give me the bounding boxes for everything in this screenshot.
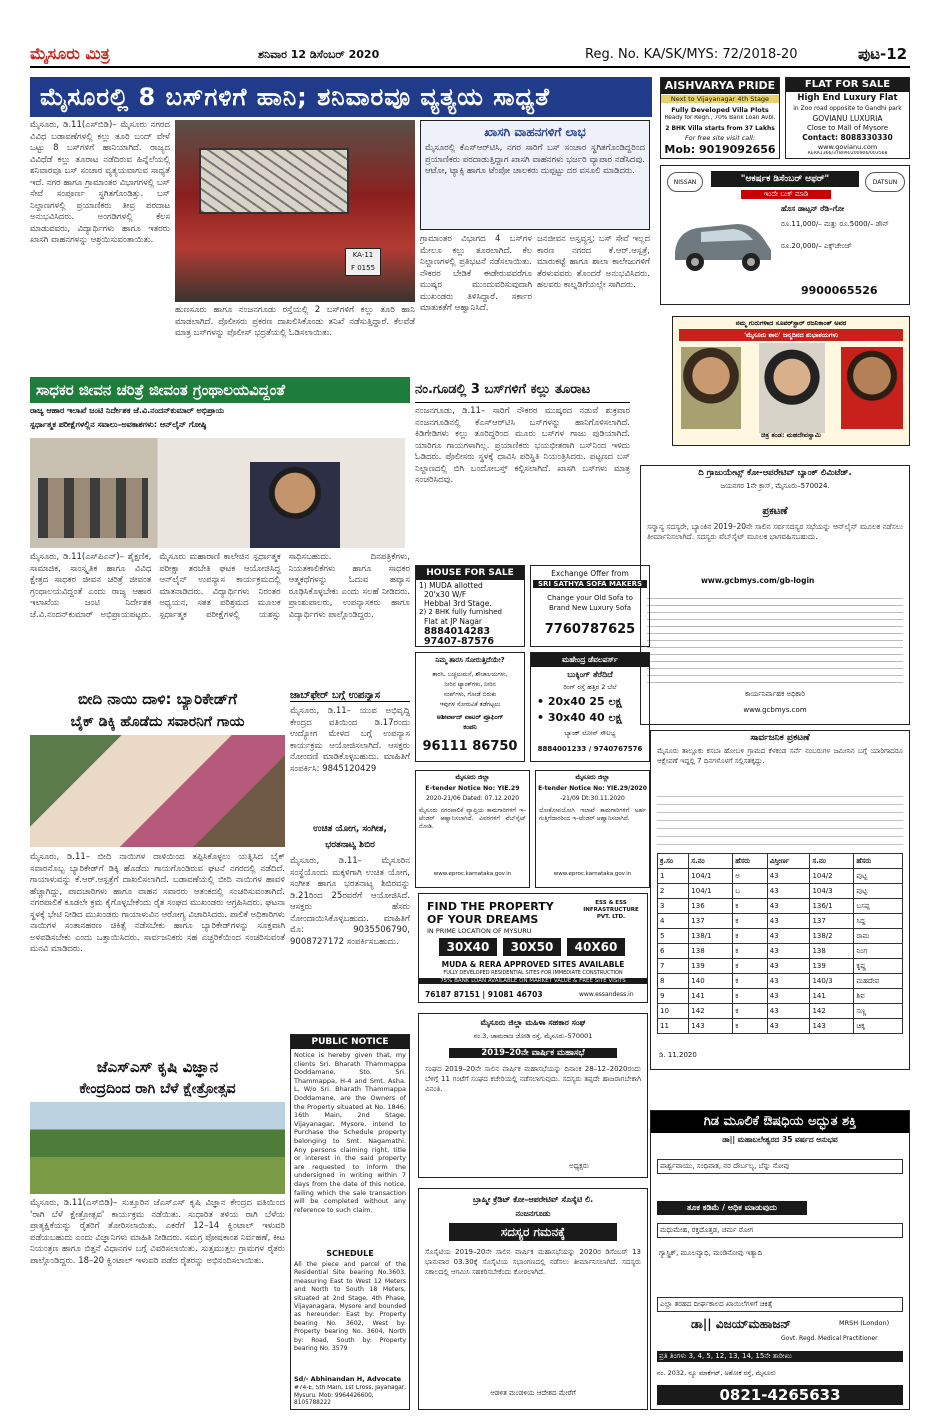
table-cell: 2: [658, 884, 689, 899]
table-cell: 43: [767, 899, 810, 914]
ayurveda-degree2: Govt. Regd. Medical Practitioner: [781, 1335, 878, 1342]
bank-heading: ಪ್ರಕಟಣೆ: [762, 506, 788, 517]
table-cell: 43: [767, 929, 810, 944]
table-cell: 6: [658, 944, 689, 959]
house-line3: Hebbal 3rd Stage.: [424, 599, 492, 608]
ayurveda-doctor: ಡಾ|| ವಿಜಯ್‌ಮಹಾಜನ್: [691, 1317, 791, 1331]
mahendra-line2: ರಿಂಗ್ ರಸ್ತೆ ಹತ್ತಿರ 2 ಬೆಲೆ: [563, 683, 617, 691]
flat-line2: GOVIANU LUXURIA: [812, 114, 883, 123]
table-cell: 137: [689, 914, 733, 929]
nissan-offer-title: "ಆಕರ್ಷಕ ಡಿಸೆಂಬರ್ ಆಫರ್": [711, 171, 859, 187]
mahendra-price1: • 20x40 25 ಲಕ್ಷ: [537, 695, 622, 708]
society1-footer: ಅಧ್ಯಕ್ಷರು: [569, 1162, 589, 1170]
flat-rera: RERA1366/378/PR/200906/003568: [807, 151, 888, 156]
table-cell: ಪುಟ್ಟ: [854, 869, 903, 884]
lead-body-col4: ಜನಜೀವನ ಅಸ್ತವ್ಯಸ್ತ: ಬಸ್ ಸೇವೆ ಇಲ್ಲದ ಕಾರಣ ನಗರದ ಕೆ.ಆರ್.ಆಸ್ಪತ್ರೆ, ಮಾರುಕಟ್ಟೆ ಹಾಗೂ ಶಾಲಾ ಕಾಲೇಜುಗಳಿಗೆ ತೆರಳುವವರು ತೊಂದರೆ ಅನುಭವಿಸಿದರು. ಹಲವರು ಕಾಲ್ನಡಿಗೆಯಲ್ಲೇ ಸಾಗಿದರು.: [537, 234, 650, 290]
nissan-offer-sub: ಇಂದೇ ಬುಕ್ ಮಾಡಿ: [741, 190, 831, 199]
sofa-line2: SRI SATHYA SOFA MAKERS: [533, 580, 647, 588]
dog-body: ಮೈಸೂರು, ಡಿ.11– ಬೀದಿ ನಾಯಿಗಳ ದಾಳಿಯಿಂದ ತಪ್ಪಿಸಿಕೊಳ್ಳಲು ಯತ್ನಿಸಿದ ಬೈಕ್ ಸವಾರನೊಬ್ಬ ಬ್ಯಾರಿಕೇಡ್‌ಗೆ ಡಿಕ್ಕಿ ಹೊಡೆದು ಗಾಯಗೊಂಡಿರುವ ಘಟನೆ ನಗರದಲ್ಲಿ ನಡೆದಿದೆ. ಗಾಯಾಳುವನ್ನು ಕೆ.ಆರ್.ಆಸ್ಪತ್ರೆಗೆ ದಾಖಲಿಸಲಾಗಿದೆ. ಬಡಾವಣೆಯಲ್ಲಿ ಬೀದಿ ನಾಯಿಗಳ ಹಾವಳಿ ಹೆಚ್ಚಾಗಿದ್ದು, ಪಾದಚಾರಿಗಳು ಹಾಗೂ ವಾಹನ ಸವಾರರು ಆತಂಕದಲ್ಲಿ ಸಂಚರಿಸುವಂತಾಗಿದೆ. ನಗರಪಾಲಿಕೆ ಕೂಡಲೇ ಕ್ರಮ ಕೈಗೊಳ್ಳಬೇಕೆಂದು ರೈತ ಸಂಘದ ಮುಖಂಡರು ಆಗ್ರಹಿಸಿದರು. ಘಟನಾ ಸ್ಥಳಕ್ಕೆ ಭೇಟಿ ನೀಡಿದ ಮುಖಂಡರು ಗಾಯಾಳುವಿನ ಆರೋಗ್ಯ ವಿಚಾರಿಸಿದರು. ಪಾಲಿಕೆ ಅಧಿಕಾರಿಗಳು ನಾಯಿಗಳ ಸಂತಾನಹರಣ ಚಿಕಿತ್ಸೆ ನಡೆಸಬೇಕು ಹಾಗೂ ಬ್ಯಾರಿಕೇಡ್‌ಗಳನ್ನು ಸೂಕ್ತವಾಗಿ ಅಳವಡಿಸಬೇಕು ಎಂದು ಒತ್ತಾಯಿಸಿದರು. ಸಾರ್ವಜನಿಕರು ಸಹ ಎಚ್ಚರಿಕೆಯಿಂದ ಸಂಚರಿಸುವಂತೆ ಮನವಿ ಮಾಡಿದರು.: [30, 852, 285, 954]
society2-heading: ಸದಸ್ಯರ ಗಮನಕ್ಕೆ: [449, 1223, 617, 1241]
portrait-left: [681, 347, 741, 429]
table-cell: 138/2: [810, 929, 854, 944]
table-cell: 140/3: [810, 974, 854, 989]
paper-name: ಮೈಸೂರು ಮಿತ್ರ: [30, 44, 110, 63]
film-ad-caption: ಚಿತ್ರ ತಂಡ: ಮಹದೇವಸ್ವಾಮಿ: [761, 431, 821, 439]
lead-headline: ಮೈಸೂರಲ್ಲಿ 8 ಬಸ್‌ಗಳಿಗೆ ಹಾನಿ; ಶನಿವಾರವೂ ವ್ಯತ್ಯಯ ಸಾಧ್ಯತೆ: [30, 77, 652, 117]
rajinikanth-birthday-ad: [672, 316, 910, 446]
table-cell: 138: [689, 944, 733, 959]
table-cell: 139: [689, 959, 733, 974]
etender2-org: ಮೈಸೂರು ಜಿಲ್ಲಾ: [575, 773, 610, 781]
table-cell: 1: [658, 869, 689, 884]
land-table-header: ಸ.ನಂ: [689, 854, 733, 869]
etender2-body: ಲೋಕೋಪಯೋಗಿ ಇಲಾಖೆ ಕಾಮಗಾರಿಗಳಿಗೆ ಅರ್ಹ ಗುತ್ತಿಗೆದಾರರಿಂದ ಇ–ಟೆಂಡರ್ ಆಹ್ವಾನಿಸಲಾಗಿದೆ.: [539, 807, 646, 822]
waterproof-line5: ಅಶೀರ್ವಾದ್ ವಾಟರ್ ಪ್ರೂಫಿಂಗ್: [436, 713, 504, 721]
jobs-headline: ಜಾಬ್‌ಫೇರ್ ಬಗ್ಗೆ ಉಪನ್ಯಾಸ: [290, 690, 410, 702]
table-cell: 43: [767, 869, 810, 884]
page-number: ಪುಟ-12: [858, 45, 908, 63]
ayurveda-degree: MRSH (London): [839, 1319, 890, 1327]
table-cell: 138: [810, 944, 854, 959]
portrait-right: [841, 347, 903, 429]
land-notice-date: ಡಿ. 11.2020: [659, 1051, 697, 1059]
table-cell: 4: [658, 914, 689, 929]
table-cell: 3: [658, 899, 689, 914]
land-table-header: ವಿಸ್ತೀರ್ಣ: [767, 854, 810, 869]
nanjangud-body: ನಂಜನಗೂಡು, ಡಿ.11– ಸಾರಿಗೆ ನೌಕರರ ಮುಷ್ಕರದ ನಡುವೆ ಶುಕ್ರವಾರ ನಂಜನಗೂಡಿನಲ್ಲಿ ಕೆಎಸ್‌ಆರ್‌ಟಿಸಿ ಬಸ್‌ಗಳನ್ನು ಹಾನಿಗೊಳಿಸಲಾಗಿದೆ. ಕಿಡಿಗೇಡಿಗಳು ಕಲ್ಲು ತೂರಿದ್ದರಿಂದ ಮೂರು ಬಸ್‌ಗಳ ಗಾಜು ಪುಡಿಯಾಗಿದೆ. ಯಾರಿಗೂ ಗಾಯಗಳಾಗಿಲ್ಲ. ಪ್ರಯಾಣಿಕರು ಭಯಭೀತರಾಗಿ ಬಸ್‌ನಿಂದ ಇಳಿದು ಓಡಿದರು. ಪೊಲೀಸರು ಸ್ಥಳಕ್ಕೆ ಧಾವಿಸಿ ಪರಿಸ್ಥಿತಿ ನಿಯಂತ್ರಿಸಿದರು. ಪಟ್ಟಣದ ಬಸ್ ನಿಲ್ದಾಣದಲ್ಲಿ ಬಿಗಿ ಬಂದೋಬಸ್ತ್ ಕಲ್ಪಿಸಲಾಗಿದೆ. ಖಾಸಗಿ ಬಸ್‌ಗಳು ಮಾತ್ರ ಸಂಚರಿಸಿದವು.: [415, 406, 630, 485]
table-row: [658, 1019, 903, 1034]
etender-notice-2: [535, 770, 650, 888]
property-line5: FULLY DEVELOPED RESIDENTIAL SITES FOR IMMEDIATE CONSTRUCTION: [443, 970, 623, 976]
sofa-exchange-ad: [530, 565, 650, 647]
sofa-phone: 7760787625: [544, 622, 636, 637]
table-cell: ಸಣ್ಣ: [854, 1004, 903, 1019]
table-cell: ಅ: [733, 869, 768, 884]
property-line4: MUDA & RERA APPROVED SITES AVAILABLE: [441, 960, 625, 969]
table-cell: ಕ: [733, 899, 768, 914]
car-image: [667, 202, 777, 280]
bus-number-plate: KA-11 F 0155: [345, 248, 381, 276]
public-notice-title: PUBLIC NOTICE: [291, 1035, 409, 1049]
injured-rider-photo: [30, 735, 285, 847]
etender1-dates: 2020-21/06 Dated: 07.12.2020: [425, 795, 520, 802]
lead-body-col2: ಹುಣಸೂರು ಹಾಗೂ ನಂಜನಗೂಡು ರಸ್ತೆಯಲ್ಲಿ 2 ಬಸ್‌ಗಳಿಗೆ ಕಲ್ಲು ತೂರಿ ಹಾನಿ ಮಾಡಲಾಗಿದೆ. ಪೊಲೀಸರು ಪ್ರಕರಣ ದಾಖಲಿಸಿಕೊಂಡು ತನಿಖೆ ನಡೆಸುತ್ತಿದ್ದಾರೆ. ಕೆಲವೆಡೆ ಮಾತ್ರ ಬಸ್‌ಗಳನ್ನು ಪೊಲೀಸ್ ಭದ್ರತೆಯಲ್ಲಿ ಓಡಿಸಲಾಯಿತು.: [175, 305, 415, 338]
table-cell: 104/3: [810, 884, 854, 899]
table-cell: ಕ: [733, 944, 768, 959]
ayurveda-item5: ಎಲ್ಲಾ ತರಹದ ದೀರ್ಘಕಾಲದ ಖಾಯಿಲೆಗಳಿಗೆ ಚಿಕಿತ್ಸೆ: [657, 1297, 903, 1312]
table-cell: 140: [689, 974, 733, 989]
table-cell: 142: [689, 1004, 733, 1019]
sofa-line4: Brand New Luxury Sofa: [548, 604, 632, 612]
plot-size-2: 30X50: [503, 938, 561, 956]
dog-headline-1: ಬೀದಿ ನಾಯಿ ದಾಳಿ: ಬ್ಯಾರಿಕೇಡ್‌ಗೆ: [78, 690, 237, 708]
table-cell: ನಿಂಗ: [854, 944, 903, 959]
mahendra-developers-ad: [530, 652, 650, 762]
jss-body: ಮೈಸೂರು, ಡಿ.11(ಎಸ್‌ಬಿಡಿ)– ಸುತ್ತೂರಿನ ಜೆಎಸ್‌ಎಸ್ ಕೃಷಿ ವಿಜ್ಞಾನ ಕೇಂದ್ರದ ವತಿಯಿಂದ 'ರಾಗಿ ಬೆಳೆ ಕ್ಷೇತ್ರೋತ್ಸವ' ಕಾರ್ಯಕ್ರಮ ನಡೆಯಿತು. ಸುಧಾರಿತ ತಳಿಯ ರಾಗಿ ಬೆಳೆಯ ಪ್ರಾತ್ಯಕ್ಷಿಕೆಯನ್ನು ರೈತರಿಗೆ ತೋರಿಸಲಾಯಿತು. ಎಕರೆಗೆ 12–14 ಕ್ವಿಂಟಾಲ್ ಇಳುವರಿ ಪಡೆಯಬಹುದು ಎಂದು ವಿಜ್ಞಾನಿಗಳು ಮಾಹಿತಿ ನೀಡಿದರು. ಸಮಗ್ರ ಪೋಷಕಾಂಶ ನಿರ್ವಹಣೆ, ಕೀಟ ನಿಯಂತ್ರಣ ಹಾಗೂ ಬಿತ್ತನೆ ವಿಧಾನಗಳ ಬಗ್ಗೆ ವಿವರಿಸಲಾಯಿತು. ಸುತ್ತಮುತ್ತಲ ಗ್ರಾಮಗಳ ರೈತರು ಪಾಲ್ಗೊಂಡಿದ್ದರು. 18–20 ಕ್ವಿಂಟಾಲ್ ಇಳುವರಿ ಪಡೆದ ರೈತರನ್ನು ಅಭಿನಂದಿಸಲಾಯಿತು.: [30, 1198, 285, 1266]
portrait-center: [759, 343, 825, 433]
table-row: [658, 914, 903, 929]
table-cell: 8: [658, 974, 689, 989]
house-phone1: 8884014283: [424, 626, 491, 637]
table-cell: ಪುಟ್ಟ: [854, 884, 903, 899]
table-cell: 141: [810, 989, 854, 1004]
table-cell: 7: [658, 959, 689, 974]
ayurveda-item2: ತೂಕ ಕಡಿಮೆ / ಅಧಿಕ ಮಾಡುವುದು: [657, 1201, 807, 1215]
lead-body-col1: ಮೈಸೂರು, ಡಿ.11(ಎಸ್‌ಬಿಡಿ)– ಮೈಸೂರು ನಗರದ ವಿವಿಧ ಬಡಾವಣೆಗಳಲ್ಲಿ ಕಲ್ಲು ತೂರಿ ಬಂದ್ ವೇಳೆ ಒಟ್ಟು 8 ಬಸ್‌ಗಳಿಗೆ ಹಾನಿಯಾಗಿದೆ. ರಾಜ್ಯದ ವಿವಿಧೆಡೆ ಕಲ್ಲು ತೂರಾಟ ನಡೆದಿರುವ ಹಿನ್ನೆಲೆಯಲ್ಲಿ ಶನಿವಾರವೂ ಬಸ್ ಸಂಚಾರ ವ್ಯತ್ಯಯವಾಗುವ ಸಾಧ್ಯತೆ ಇದೆ. ನಗರ ಹಾಗೂ ಗ್ರಾಮಾಂತರ ವಿಭಾಗಗಳಲ್ಲಿ ಬಸ್ ಸೇವೆ ಸಂಪೂರ್ಣ ಸ್ಥಗಿತಗೊಂಡಿತ್ತು. ಬಸ್ ನಿಲ್ದಾಣಗಳಲ್ಲಿ ಪ್ರಯಾಣಿಕರು ತೀವ್ರ ಪರದಾಟ ಅನುಭವಿಸಿದರು. ಅಂಗಡಿಗಳಲ್ಲಿ ಕೆಲಸ ಮಾಡುವವರು, ವಿದ್ಯಾರ್ಥಿಗಳು ಹಾಗೂ ಇತರರು ಖಾಸಗಿ ವಾಹನಗಳನ್ನು ಆಶ್ರಯಿಸುವಂತಾಯಿತು.: [30, 120, 170, 245]
land-filler: [657, 789, 903, 849]
aishvarya-pride-ad: [660, 77, 780, 159]
table-cell: 43: [767, 914, 810, 929]
table-cell: ಸಿದ್ದ: [854, 914, 903, 929]
yoga-headline-1: ಉಚಿತ ಯೋಗ, ಸಂಗೀತ,: [313, 824, 387, 834]
aishvarya-subtitle: Next to Vijayanagar 4th Stage: [661, 95, 779, 103]
damaged-bus-photo: [175, 120, 415, 302]
etender2-site[interactable]: www.eproc.karnataka.gov.in: [553, 871, 632, 877]
waterproof-line2: ನೀರಿನ ಟ್ಯಾಂಕ್‌ಗಳು, ನೀರಿನ: [444, 681, 496, 688]
table-cell: ಕ: [733, 974, 768, 989]
mahendra-title: ಮಹೇಂದ್ರ ಡೆವಲಪರ್ಸ್: [531, 653, 649, 667]
table-cell: ಕ: [733, 959, 768, 974]
house-for-sale-ad: [415, 565, 525, 647]
etender-notice-1: [415, 770, 530, 888]
waterproof-line1: ತಾರಸಿ, ಬಚ್ಚಲುಮನೆ, ಶೌಚಾಲಯಗಳು,: [432, 671, 508, 678]
table-cell: ಕ: [733, 914, 768, 929]
waterproofing-ad: [415, 652, 525, 762]
ayurveda-dates: ಪ್ರತಿ ತಿಂಗಳು 3, 4, 5, 12, 13, 14, 15ನೇ ತಾರೀಖು: [657, 1351, 903, 1362]
society1-body: ಸಂಘದ 2019–20ನೇ ಸಾಲಿನ ವಾರ್ಷಿಕ ಮಹಾಸಭೆಯನ್ನು ದಿನಾಂಕ 28–12–2020ರಂದು ಬೆಳಿಗ್ಗೆ 11 ಗಂಟೆಗೆ ಸಂಘದ ಕಚೇರಿಯಲ್ಲಿ ನಡೆಸಲಾಗುವುದು. ಸದಸ್ಯರು ತಪ್ಪದೇ ಹಾಜರಾಗಬೇಕಾಗಿ ವಿನಂತಿ.: [425, 1065, 641, 1093]
ayurveda-sub: ಡಾ|| ಮಹಾಬಲೇಶ್ವರದ 35 ವರ್ಷದ ಅನುಭವ: [722, 1135, 838, 1144]
land-notice-body: ಮೈಸೂರು ತಾಲ್ಲೂಕು ಕಸಬಾ ಹೋಬಳಿ ಗ್ರಾಮದ ಕೆಳಕಂಡ ಸರ್ವೆ ನಂಬರುಗಳ ಜಮೀನಿನ ಬಗ್ಗೆ ಯಾರಿಗಾದರೂ ಆಕ್ಷೇಪಣೆ ಇದ್ದಲ್ಲಿ 7 ದಿನಗಳೊಳಗೆ ಸಲ್ಲಿಸತಕ್ಕದ್ದು.: [657, 747, 903, 765]
plot-size-1: 30X40: [439, 938, 497, 956]
table-cell: 43: [767, 959, 810, 974]
librarian-body: ಮೈಸೂರು, ಡಿ.11(ಎಸ್‌ಪಿಎನ್)– ಶೈಕ್ಷಣಿಕ, ಸಾಮಾಜಿಕ, ಸಾಂಸ್ಕೃತಿಕ ಹಾಗೂ ವಿವಿಧ ಕ್ಷೇತ್ರದ ಸಾಧಕರ ಜೀವನ ಚರಿತ್ರೆ ಜೀವಂತ ಗ್ರಂಥಾಲಯವಿದ್ದಂತೆ ಎಂದು ರಾಜ್ಯ ಆಹಾರ ಇಲಾಖೆಯ ಜಂಟಿ ನಿರ್ದೇಶಕ ಜೆ.ವಿ.ನಂದನ್‌ಕುಮಾರ್ ಅಭಿಪ್ರಾಯಪಟ್ಟರು. ಮೈಸೂರು ಮಹಾರಾಣಿ ಕಾಲೇಜಿನ ಸ್ಪರ್ಧಾತ್ಮಕ ಪರೀಕ್ಷಾ ತರಬೇತಿ ಘಟಕ ಆಯೋಜಿಸಿದ್ದ ಆನ್‌ಲೈನ್ ಉಪನ್ಯಾಸ ಕಾರ್ಯಕ್ರಮದಲ್ಲಿ ಮಾತನಾಡಿದರು. ವಿದ್ಯಾರ್ಥಿಗಳು ನಿರಂತರ ಅಧ್ಯಯನ, ಸತತ ಪರಿಶ್ರಮದ ಮೂಲಕ ಸ್ಪರ್ಧಾತ್ಮಕ ಪರೀಕ್ಷೆಗಳಲ್ಲಿ ಯಶಸ್ಸು ಸಾಧಿಸಬಹುದು. ದಿನಪತ್ರಿಕೆಗಳು, ನಿಯತಕಾಲಿಕೆಗಳು ಹಾಗೂ ಸಾಧಕರ ಆತ್ಮಕಥೆಗಳನ್ನು ಓದುವ ಹವ್ಯಾಸ ರೂಢಿಸಿಕೊಳ್ಳಬೇಕು ಎಂದು ಸಲಹೆ ನೀಡಿದರು. ಪ್ರಾಂಶುಪಾಲರು, ಉಪನ್ಯಾಸಕರು ಹಾಗೂ ವಿದ್ಯಾರ್ಥಿಗಳು ಪಾಲ್ಗೊಂಡಿದ್ದರು.: [30, 552, 410, 620]
land-survey-table: [657, 853, 903, 1034]
mahendra-line5: ಬ್ಯಾಂಕ್ ಲೋನ್ ಸೌಲಭ್ಯ: [564, 729, 616, 737]
advocate-address: #74-E, 5th Main, 1st Cross, Jayanagar, Mysuru. Mob: 9964426600, 8105788222: [294, 1385, 406, 1406]
table-row: [658, 944, 903, 959]
table-cell: ಬ: [733, 884, 768, 899]
sofa-line3: Change your Old Sofa to: [547, 594, 633, 602]
nissan-car-name: ಹೊಸ ಡಾಟ್ಸನ್ ರೆಡಿ–ಗೋ: [781, 204, 845, 213]
flat-title: FLAT FOR SALE: [786, 78, 909, 92]
table-cell: ಶಿವ: [854, 989, 903, 1004]
table-cell: ಕ: [733, 1019, 768, 1034]
house-line1: 1) MUDA allotted: [419, 581, 483, 590]
land-table-header: ಹೆಸರು: [733, 854, 768, 869]
private-vehicles-body: ಮೈಸೂರಲ್ಲಿ ಕೆಎಸ್‌ಆರ್‌ಟಿಸಿ, ನಗರ ಸಾರಿಗೆ ಬಸ್ ಸಂಚಾರ ಸ್ಥಗಿತಗೊಂಡಿದ್ದರಿಂದ ಪ್ರಯಾಣಿಕರು ಪರದಾಡುತ್ತಿದ್ದಾಗ ಖಾಸಗಿ ವಾಹನಗಳು ಭರ್ಜರಿ ವ್ಯಾಪಾರ ನಡೆಸಿದವು. ಆಟೋ, ಟ್ಯಾಕ್ಸಿ ಹಾಗೂ ಟೆಂಪೋ ಚಾಲಕರು ದುಪ್ಪಟ್ಟು ದರ ವಸೂಲಿ ಮಾಡಿದರು.: [425, 143, 645, 176]
plot-size-3: 40X60: [567, 938, 625, 956]
mahendra-price2: • 30x40 40 ಲಕ್ಷ: [537, 711, 622, 724]
table-cell: 141: [689, 989, 733, 1004]
film-ad-subtitle: 'ಮೈಸೂರು ಶಾಲ' ಜನ್ಮದಿನದ ಶುಭಾಶಯಗಳು: [679, 329, 903, 341]
table-cell: ಚಿಕ್ಕ: [854, 1019, 903, 1034]
table-cell: 104/1: [689, 869, 733, 884]
bank-notice: [640, 465, 910, 725]
waterproof-line6: ಕಂಪನಿ: [463, 723, 477, 731]
flat-website: www.govianu.com: [817, 143, 878, 151]
ess-logo: ESS & ESS INFRASTRUCTURE PVT. LTD.: [583, 900, 639, 920]
aishvarya-line2: Ready for Regn., 70% Bank Loan Avbl.: [664, 115, 776, 121]
flat-for-sale-ad: [785, 77, 910, 159]
mahendra-line1: ಬುಕ್ಕಿಂಗ್ ತೆರೆದಿದೆ: [567, 670, 613, 679]
aishvarya-phone: Mob: 9019092656: [664, 143, 776, 156]
table-cell: 43: [767, 989, 810, 1004]
society2-sub: ನಂಜನಗೂಡು: [515, 1209, 551, 1218]
bank-footer: ಕಾರ್ಯನಿರ್ವಾಹಕ ಅಧಿಕಾರಿ: [745, 690, 805, 698]
issue-date: ಶನಿವಾರ 12 ಡಿಸೆಂಬರ್ 2020: [258, 48, 380, 61]
table-cell: 43: [767, 944, 810, 959]
nissan-datsun-ad: [660, 165, 910, 305]
aishvarya-title: AISHVARYA PRIDE: [661, 78, 779, 94]
table-cell: 136: [689, 899, 733, 914]
house-line5: Flat at JP Nagar: [424, 617, 483, 626]
sofa-line1: Exchange Offer from: [551, 569, 629, 578]
film-ad-title: ನಮ್ಮ ಗುರುಗಳಾದ ಸೂಪರ್‌ಸ್ಟಾರ್ ರಜನಿಕಾಂತ್ ಅವರ: [735, 319, 847, 327]
house-line2: 20'x30 W/F: [424, 590, 467, 599]
public-notice: [290, 1034, 410, 1410]
nissan-phone: 9900065526: [801, 284, 878, 297]
etender1-org: ಮೈಸೂರು ಜಿಲ್ಲಾ: [455, 773, 490, 781]
table-cell: 43: [767, 974, 810, 989]
flat-line3: Close to Mall of Mysore: [806, 124, 889, 132]
land-table-header: ಕ್ರ.ಸಂ: [658, 854, 689, 869]
brahmi-society-notice: [418, 1188, 648, 1410]
etender2-dates: -21/09 Dt:30.11.2020: [560, 795, 625, 802]
private-vehicles-box: [420, 120, 650, 230]
datsun-logo: DATSUN: [865, 172, 905, 192]
society1-title: ಮೈಸೂರು ಜಿಲ್ಲಾ ಮಹಿಳಾ ಸಹಕಾರ ಸಂಘ: [480, 1018, 586, 1027]
house-phone2: 97407-87576: [424, 636, 495, 647]
land-table-header: ಹೆಸರು: [854, 854, 903, 869]
ayurveda-item4: ಗ್ಯಾಸ್ಟ್ರಿಕ್, ಮೂಲವ್ಯಾಧಿ, ಮಂಡಿನೋವು ಇತ್ಯಾದಿ: [659, 1249, 763, 1257]
bank-website[interactable]: www.gcbmys.com/gb-login: [701, 576, 815, 585]
reg-number: Reg. No. KA/SK/MYS: 72/2018-20: [585, 47, 798, 62]
masthead: [30, 44, 910, 68]
ayurveda-item1: ಪಾರ್ಶ್ವವಾಯು, ಸಂಧಿವಾತ, ನರ ದೌರ್ಬಲ್ಯ, ಬೆನ್ನು ನೋವು: [657, 1159, 903, 1174]
land-table-header: ಸ.ನಂ: [810, 854, 854, 869]
waterproof-title: ನಿಮ್ಮ ತಾರಸಿ ಸೋರುತ್ತಿದೆಯೇ?: [435, 656, 505, 664]
table-cell: ಮಹದೇವ: [854, 974, 903, 989]
seminar-hall-people: [38, 478, 148, 538]
flat-contact: Contact: 8088330330: [802, 133, 893, 142]
table-row: [658, 929, 903, 944]
table-cell: 143: [689, 1019, 733, 1034]
ragi-field-photo: [30, 1102, 285, 1194]
property-line1: FIND THE PROPERTY: [427, 900, 554, 913]
nissan-logo: NISSAN: [667, 172, 703, 192]
table-cell: 104/1: [689, 884, 733, 899]
online-seminar-photo: [30, 438, 405, 548]
property-line2: OF YOUR DREAMS: [427, 913, 539, 926]
nanjangud-headline: ನಂ.ಗೂಡಲ್ಲಿ 3 ಬಸ್‌ಗಳಿಗೆ ಕಲ್ಲು ತೂರಾಟ: [415, 377, 630, 403]
flat-line1: in Zoo road opposite to Gandhi park: [793, 105, 902, 112]
table-cell: 11: [658, 1019, 689, 1034]
table-cell: 136/1: [810, 899, 854, 914]
table-cell: 138/1: [689, 929, 733, 944]
property-website[interactable]: www.essandess.in: [579, 991, 634, 998]
table-cell: 104/2: [810, 869, 854, 884]
broken-window: [199, 148, 349, 214]
table-cell: 137: [810, 914, 854, 929]
librarian-headline: ಸಾಧಕರ ಜೀವನ ಚರಿತ್ರೆ ಜೀವಂತ ಗ್ರಂಥಾಲಯವಿದ್ದಂತೆ: [30, 377, 410, 403]
schedule-body: All the piece and parcel of the Residential Site bearing No.3603, measuring East to West 12 Meters and North to South 18 Meters, situated at 2nd Stage, 4th Phase, Vijayanagara, Mysore and bounded as hereunder: East by: Property bearing No. 3602, West by: Property bearing No. 3604, North by: Road, South by: Property bearing No. 3579: [294, 1261, 406, 1353]
table-row: [658, 1004, 903, 1019]
property-line6: 75% BANK LOAN AVAILABLE ON MARKET VALUE & FREE SITE VISITS: [419, 978, 647, 984]
waterproof-line3: ಸಂಪ್‌ಗಳು, ಗೋಡೆ ಬಿರುಕು: [443, 691, 497, 698]
ayurveda-address: ನಂ. 2032, ನ್ಯೂ ಮಾರ್ಕೆಟ್, ಅಶೋಕ ರಸ್ತೆ, ಮೈಸೂರು: [657, 1369, 776, 1377]
society1-heading: 2019–20ನೇ ವಾರ್ಷಿಕ ಮಹಾಸಭೆ: [449, 1048, 617, 1058]
table-cell: 139: [810, 959, 854, 974]
bank-body: ಸನ್ಮಾನ್ಯ ಸದಸ್ಯರೇ, ಬ್ಯಾಂಕಿನ 2019–20ನೇ ಸಾಲಿನ ಸರ್ವಸದಸ್ಯರ ಸಭೆಯನ್ನು ಆನ್‌ಲೈನ್ ಮೂಲಕ ನಡೆಸಲು ತೀರ್ಮಾನಿಸಲಾಗಿದೆ. ಸದಸ್ಯರು ವೆಬ್‌ಸೈಟ್ ಮೂಲಕ ಭಾಗವಹಿಸಬಹುದು.: [647, 522, 903, 541]
society2-title: ಬ್ರಾಹ್ಮೀ ಕ್ರೆಡಿಟ್ ಕೋ–ಆಪರೇಟಿವ್ ಸೊಸೈಟಿ ಲಿ.: [472, 1195, 594, 1204]
table-row: [658, 884, 903, 899]
ayurveda-title: ಗಿಡ ಮೂಲಿಕೆ ಔಷಧಿಯ ಅದ್ಭುತ ಶಕ್ತಿ: [651, 1111, 909, 1133]
waterproof-phone: 96111 86750: [422, 739, 518, 754]
table-row: [658, 974, 903, 989]
table-row: [658, 959, 903, 974]
flat-subtitle: High End Luxury Flat: [797, 93, 898, 103]
property-phone: 76187 87151 | 91081 46703: [425, 990, 543, 999]
ayurveda-item3: ಮಧುಮೇಹ, ರಕ್ತದೊತ್ತಡ, ಚರ್ಮ ರೋಗ: [657, 1223, 903, 1238]
ayurveda-phone: 0821-4265633: [657, 1385, 903, 1405]
yoga-body: ಮೈಸೂರು, ಡಿ.11– ಮೈಸೂರಿನ ಸಂಸ್ಥೆಯೊಂದು ಮಕ್ಕಳಿಗಾಗಿ ಉಚಿತ ಯೋಗ, ಸಂಗೀತ ಹಾಗೂ ಭರತನಾಟ್ಯ ಶಿಬಿರವನ್ನು ಡಿ.21ರಿಂದ 25ರವರೆಗೆ ಆಯೋಜಿಸಿದೆ. ಆಸಕ್ತರು ಹೆಸರು ನೋಂದಾಯಿಸಿಕೊಳ್ಳಬಹುದು. ಮಾಹಿತಿಗೆ ಮೊ: 9035506790, 9008727172 ಸಂಪರ್ಕಿಸಬಹುದು.: [290, 856, 410, 947]
property-line3: IN PRIME LOCATION OF MYSURU: [427, 927, 532, 935]
table-cell: 10: [658, 1004, 689, 1019]
advocate-name: Sd/- Abhinandan H, Advocate: [294, 1375, 402, 1383]
womens-society-notice: [418, 1013, 648, 1178]
table-cell: ಕ: [733, 989, 768, 1004]
table-cell: 43: [767, 1019, 810, 1034]
table-cell: ಕ: [733, 929, 768, 944]
table-cell: 43: [767, 884, 810, 899]
table-cell: 142: [810, 1004, 854, 1019]
table-cell: 143: [810, 1019, 854, 1034]
bank-filler-lines: [647, 592, 903, 684]
table-cell: ಕೃಷ್ಣ: [854, 959, 903, 974]
table-cell: ಬಸಪ್ಪ: [854, 899, 903, 914]
society2-footer: ಆಡಳಿತ ಮಂಡಳಿಯ ಆದೇಶದ ಮೇರೆಗೆ: [490, 1389, 576, 1397]
table-row: [658, 989, 903, 1004]
ayurveda-ad: [650, 1110, 910, 1410]
nissan-emi: ರೂ.11,000/– ಮತ್ತು ರೂ.5000/– ಡೌನ್: [781, 220, 889, 228]
librarian-bullet2: ಸ್ಪರ್ಧಾತ್ಮಕ ಪರೀಕ್ಷೆಗಳಲ್ಲಿನ ಸವಾಲು–ಅವಕಾಶಗಳು: ಆನ್‌ಲೈನ್ ಗೋಷ್ಠಿ: [30, 420, 207, 429]
dog-headline-2: ಬೈಕ್ ಡಿಕ್ಕಿ ಹೊಡೆದು ಸವಾರನಿಗೆ ಗಾಯ: [70, 714, 245, 730]
jss-headline-1: ಜೆಎಸ್‌ಎಸ್ ಕೃಷಿ ವಿಜ್ಞಾನ: [96, 1058, 219, 1076]
land-public-notice: [650, 730, 910, 1070]
table-row: [658, 869, 903, 884]
waterproof-line4: ಇವುಗಳ ಸೋರುವಿಕೆ ತಡೆಗಟ್ಟಲು: [439, 701, 501, 708]
jss-headline-2: ಕೇಂದ್ರದಿಂದ ರಾಗಿ ಬೆಳೆ ಕ್ಷೇತ್ರೋತ್ಸವ: [79, 1081, 236, 1097]
society1-address: ನಂ.3, ಚಾಮರಾಜ ಜೋಡಿ ರಸ್ತೆ, ಮೈಸೂರು–570001: [473, 1032, 593, 1040]
land-notice-title: ಸಾರ್ವಜನಿಕ ಪ್ರಕಟಣೆ: [750, 733, 810, 743]
table-row: [658, 899, 903, 914]
jobs-body: ಮೈಸೂರು, ಡಿ.11– ಯುವ ಅಭಿವೃದ್ಧಿ ಕೇಂದ್ರದ ವತಿಯಿಂದ ಡಿ.17ರಂದು ಉದ್ಯೋಗ ಮೇಳದ ಬಗ್ಗೆ ಉಪನ್ಯಾಸ ಕಾರ್ಯಕ್ರಮ ಆಯೋಜಿಸಲಾಗಿದೆ. ಆಸಕ್ತರು ನೋಂದಣಿ ಮಾಡಿಕೊಳ್ಳಬಹುದು. ಮಾಹಿತಿಗೆ ಸಂಪರ್ಕಿಸಿ: 9845120429: [290, 706, 410, 774]
table-cell: ಕ: [733, 1004, 768, 1019]
society2-body: ಸೊಸೈಟಿಯ 2019–20ನೇ ಸಾಲಿನ ವಾರ್ಷಿಕ ಮಹಾಸಭೆಯನ್ನು 2020ರ ಡಿಸೆಂಬರ್ 13 ಭಾನುವಾರ 03.30ಕ್ಕೆ ಸೊಸೈಟಿಯ ಸಭಾಂಗಣದಲ್ಲಿ ನಡೆಸಲು ತೀರ್ಮಾನಿಸಲಾಗಿದೆ. ಸದಸ್ಯರು ಸಕಾಲದಲ್ಲಿ ಆಗಮಿಸಿ ಸಹಕರಿಸಬೇಕೆಂದು ಕೋರಲಾಗಿದೆ.: [425, 1248, 641, 1276]
bank-title: ದಿ ಗ್ರಾಜುಯೇಟ್ಸ್ ಕೋ-ಆಪರೇಟಿವ್ ಬ್ಯಾಂಕ್ ಲಿಮಿಟೆಡ್.: [698, 468, 852, 478]
etender1-site[interactable]: www.eproc.karnataka.gov.in: [433, 871, 512, 877]
ess-property-ad: [418, 893, 648, 1003]
speaker-on-screen: [250, 462, 340, 548]
table-cell: ರಾಮ: [854, 929, 903, 944]
etender1-body: ಮೈಸೂರು ನಗರಪಾಲಿಕೆ ವ್ಯಾಪ್ತಿಯ ಕಾಮಗಾರಿಗಳಿಗೆ ಇ–ಟೆಂಡರ್ ಆಹ್ವಾನಿಸಲಾಗಿದೆ. ವಿವರಗಳಿಗೆ ವೆಬ್‌ಸೈಟ್ ನೋಡಿ.: [419, 807, 526, 830]
aishvarya-line4: For free site visit call:: [684, 134, 756, 142]
bank-footer-site: www.gcbmys.com: [743, 706, 807, 714]
librarian-bullet1: ರಾಜ್ಯ ಆಹಾರ ಇಲಾಖೆ ಜಂಟಿ ನಿರ್ದೇಶಕ ಜೆ.ವಿ.ನಂದನ್‌ಕುಮಾರ್ ಅಭಿಪ್ರಾಯ: [30, 406, 225, 415]
table-cell: 9: [658, 989, 689, 1004]
etender1-number: E-tender Notice No: YIE.29: [425, 785, 520, 792]
public-notice-body: Notice is hereby given that, my clients Sri. Bharath Thammappa Doddamane, Sto. Sri. Thammappa, H-4 and Smt. Asha. L, W/o Sri. Bharath Thammappa Doddamane, are the Owners of the Property situated at No. 1846, 16th Main, 2nd Stage, Vijayanagar, Mysore, intend to Purchase the Schedule property belonging to Smt. Nagamathi. Any persons claiming right, title or interest in the said property are requested to inform the undersigned in writing within 7 days from the date of this notice, failing which the sale transaction will be completed without any reference to such claim.: [294, 1051, 406, 1214]
yoga-headline-2: ಭರತನಾಟ್ಯ ಶಿಬಿರ: [325, 840, 375, 850]
schedule-title: SCHEDULE: [326, 1249, 374, 1258]
aishvarya-line3: 2 BHK Villa starts from 37 Lakhs: [665, 125, 775, 132]
bank-address: ಜಯನಗರ 1ನೇ ಕ್ರಾಸ್, ಮೈಸೂರು–570024.: [720, 482, 830, 490]
private-vehicles-headline: ಖಾಸಗಿ ವಾಹನಗಳಿಗೆ ಲಾಭ: [484, 125, 586, 139]
table-cell: 43: [767, 1004, 810, 1019]
house-line4: 2) 2 BHK fully furnished: [419, 608, 502, 616]
house-title: HOUSE FOR SALE: [416, 566, 524, 580]
mahendra-phone: 8884001233 / 9740767576: [537, 745, 643, 753]
table-cell: 5: [658, 929, 689, 944]
etender2-number: E-tender Notice No: YIE.29/2020: [538, 785, 647, 792]
nissan-exchange: ರೂ.20,000/– ಎಕ್ಸ್‌ಚೇಂಜ್: [781, 242, 852, 250]
aishvarya-line1: Fully Developed Villa Plots: [671, 106, 769, 114]
lead-body-col3: ಗ್ರಾಮಾಂತರ ವಿಭಾಗದ 4 ಬಸ್‌ಗಳ ಮೇಲೂ ಕಲ್ಲು ತೂರಲಾಗಿದೆ. ಕೆಲ ನಿಲ್ದಾಣಗಳಲ್ಲಿ ಪ್ರತಿಭಟನೆ ನಡೆಸಲಾಯಿತು. ನೌಕರರ ಬೇಡಿಕೆ ಈಡೇರುವವರೆಗೂ ಮುಷ್ಕರ ಮುಂದುವರಿಸುವುದಾಗಿ ಮುಖಂಡರು ತಿಳಿಸಿದ್ದಾರೆ. ಸರ್ಕಾರ ಮಾತುಕತೆಗೆ ಆಹ್ವಾನಿಸಿದೆ.: [420, 234, 532, 313]
